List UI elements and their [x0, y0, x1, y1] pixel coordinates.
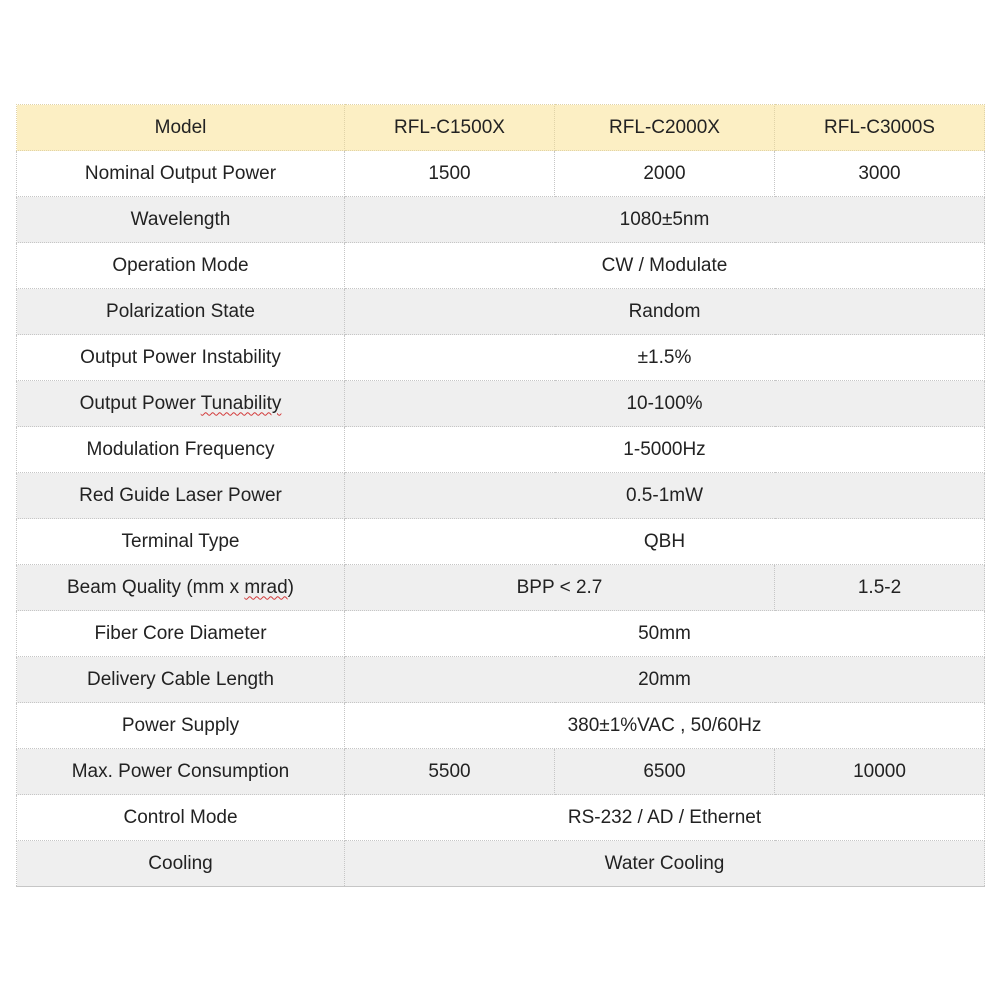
table-row: [17, 289, 985, 335]
header-model-cell: RFL-C2000X: [555, 105, 775, 151]
table-row: [17, 335, 985, 381]
row-label: Output Power Instability: [17, 335, 345, 381]
row-label: Wavelength: [17, 197, 345, 243]
row-value: Random: [345, 289, 985, 335]
row-value: Water Cooling: [345, 841, 985, 887]
table-row: [17, 795, 985, 841]
row-value: 20mm: [345, 657, 985, 703]
row-value: BPP < 2.7: [345, 565, 775, 611]
table-row: [17, 381, 985, 427]
row-label-prefix: Beam Quality (mm x: [67, 576, 245, 598]
row-label: Power Supply: [17, 703, 345, 749]
header-label-cell: Model: [17, 105, 345, 151]
row-value: 380±1%VAC , 50/60Hz: [345, 703, 985, 749]
row-value: 2000: [555, 151, 775, 197]
spec-table: [16, 104, 985, 887]
table-row: [17, 703, 985, 749]
row-value: 50mm: [345, 611, 985, 657]
table-row: [17, 197, 985, 243]
row-value: CW / Modulate: [345, 243, 985, 289]
row-label-suffix: ): [287, 576, 294, 598]
row-label-prefix: Output Power: [79, 392, 201, 414]
row-label: Nominal Output Power: [17, 151, 345, 197]
row-value: ±1.5%: [345, 335, 985, 381]
table-row: [17, 565, 985, 611]
row-label: [17, 565, 345, 611]
table-row: [17, 151, 985, 197]
table-row: [17, 611, 985, 657]
table-row: [17, 657, 985, 703]
row-value: 10-100%: [345, 381, 985, 427]
row-label: [17, 381, 345, 427]
row-label: Cooling: [17, 841, 345, 887]
table-header-row: [17, 105, 985, 151]
table-row: [17, 243, 985, 289]
row-value: 6500: [555, 749, 775, 795]
spellcheck-flagged-word: mrad: [244, 576, 288, 598]
row-label: Delivery Cable Length: [17, 657, 345, 703]
table-row: [17, 427, 985, 473]
row-value: 10000: [775, 749, 985, 795]
row-value: RS-232 / AD / Ethernet: [345, 795, 985, 841]
row-value: 0.5-1mW: [345, 473, 985, 519]
row-value: QBH: [345, 519, 985, 565]
row-label: Red Guide Laser Power: [17, 473, 345, 519]
row-value: 3000: [775, 151, 985, 197]
row-value: 5500: [345, 749, 555, 795]
row-value: 1080±5nm: [345, 197, 985, 243]
table-row: [17, 841, 985, 887]
row-value: 1500: [345, 151, 555, 197]
row-label: Modulation Frequency: [17, 427, 345, 473]
header-model-cell: RFL-C1500X: [345, 105, 555, 151]
row-label: Polarization State: [17, 289, 345, 335]
row-label: Terminal Type: [17, 519, 345, 565]
spellcheck-flagged-word: Tunability: [200, 392, 282, 414]
row-label: Max. Power Consumption: [17, 749, 345, 795]
table-row: [17, 749, 985, 795]
row-value: 1.5-2: [775, 565, 985, 611]
header-model-cell: RFL-C3000S: [775, 105, 985, 151]
row-label: Fiber Core Diameter: [17, 611, 345, 657]
table-row: [17, 519, 985, 565]
table-row: [17, 473, 985, 519]
row-label: Control Mode: [17, 795, 345, 841]
row-value: 1-5000Hz: [345, 427, 985, 473]
row-label: Operation Mode: [17, 243, 345, 289]
